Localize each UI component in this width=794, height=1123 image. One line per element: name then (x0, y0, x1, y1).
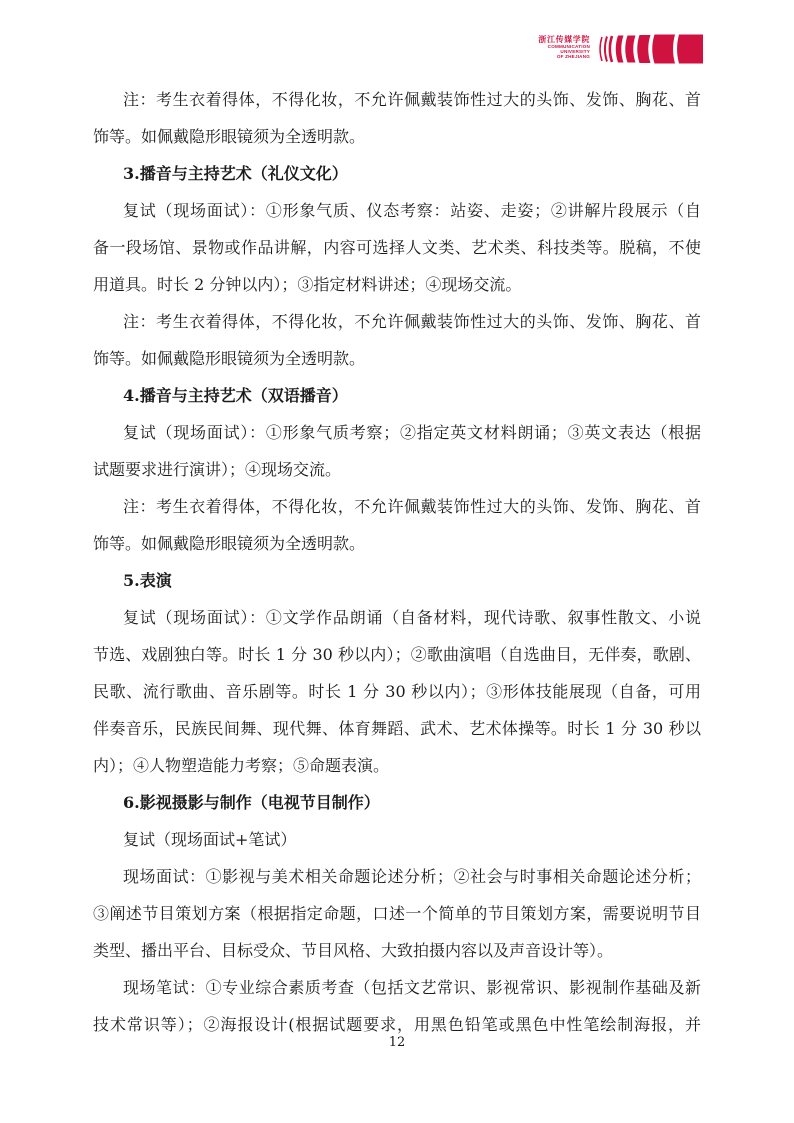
university-name-english-line: UNIVERSITY (560, 49, 590, 55)
paragraph-line: ③阐述节目策划方案（根据指定命题，口述一个简单的节目策划方案，需要说明节目 (93, 904, 701, 923)
paragraph-line: 伴奏音乐，民族民间舞、现代舞、体育舞蹈、武术、艺术体操等。时长 1 分 30 秒以 (93, 719, 701, 738)
paragraph-line: 注：考生衣着得体，不得化妆，不允许佩戴装饰性过大的头饰、发饰、胸花、首 (123, 312, 701, 331)
university-name-english-line: OF ZHEJIANG (556, 54, 590, 60)
section-heading: 3.播音与主持艺术（礼仪文化） (123, 164, 348, 183)
section-heading: 4.播音与主持艺术（双语播音） (123, 386, 348, 405)
university-name-english (548, 44, 590, 60)
document-body (93, 81, 701, 1043)
paragraph-line: 复试（现场面试）：①形象气质、仪态考察：站姿、走姿；②讲解片段展示（自 (123, 201, 701, 220)
university-logo-text (538, 34, 590, 60)
paragraph-line: 类型、播出平台、目标受众、节目风格、大致拍摄内容以及声音设计等）。 (93, 941, 614, 960)
paragraph-line: 复试（现场面试）：①文学作品朗诵（自备材料，现代诗歌、叙事性散文、小说 (123, 608, 701, 627)
page-number: 12 (388, 1035, 406, 1050)
paragraph-line: 复试（现场面试+笔试） (123, 830, 297, 849)
paragraph-line: 试题要求进行演讲）；④现场交流。 (93, 460, 342, 479)
paragraph-line: 饰等。如佩戴隐形眼镜须为全透明款。 (93, 349, 366, 368)
paragraph-line: 内）；④人物塑造能力考察；⑤命题表演。 (93, 756, 390, 775)
paragraph-line: 备一段场馆、景物或作品讲解，内容可选择人文类、艺术类、科技类等。脱稿，不使 (93, 238, 701, 257)
university-name-chinese: 浙江传媒学院 (538, 34, 590, 44)
section-heading: 6.影视摄影与制作（电视节目制作） (123, 793, 380, 812)
paragraph-line: 技术常识等）；②海报设计(根据试题要求，用黑色铅笔或黑色中性笔绘制海报，并 (93, 1015, 701, 1034)
paragraph-line: 民歌、流行歌曲、音乐剧等。时长 1 分 30 秒以内）；③形体技能展现（自备，可用 (93, 682, 701, 701)
paragraph-line: 节选、戏剧独白等。时长 1 分 30 秒以内）；②歌曲演唱（自选曲目，无伴奏，歌剧、 (93, 645, 701, 664)
paragraph-line: 现场面试：①影视与美术相关命题论述分析；②社会与时事相关命题论述分析； (123, 867, 701, 886)
paragraph-line: 现场笔试：①专业综合素质考查（包括文艺常识、影视常识、影视制作基础及新 (123, 978, 701, 997)
paragraph-line: 饰等。如佩戴隐形眼镜须为全透明款。 (93, 534, 366, 553)
paragraph-line: 复试（现场面试）：①形象气质考察；②指定英文材料朗诵；③英文表达（根据 (123, 423, 701, 442)
university-logo (538, 34, 703, 64)
section-heading: 5.表演 (123, 571, 172, 590)
flag-wave-icon (597, 34, 703, 64)
paragraph-line: 饰等。如佩戴隐形眼镜须为全透明款。 (93, 127, 366, 146)
university-name-english-line: COMMUNICATION (547, 44, 590, 49)
paragraph-line: 注：考生衣着得体，不得化妆，不允许佩戴装饰性过大的头饰、发饰、胸花、首 (123, 90, 701, 109)
paragraph-line: 注：考生衣着得体，不得化妆，不允许佩戴装饰性过大的头饰、发饰、胸花、首 (123, 497, 701, 516)
paragraph-line: 用道具。时长 2 分钟以内）；③指定材料讲述；④现场交流。 (93, 275, 522, 294)
